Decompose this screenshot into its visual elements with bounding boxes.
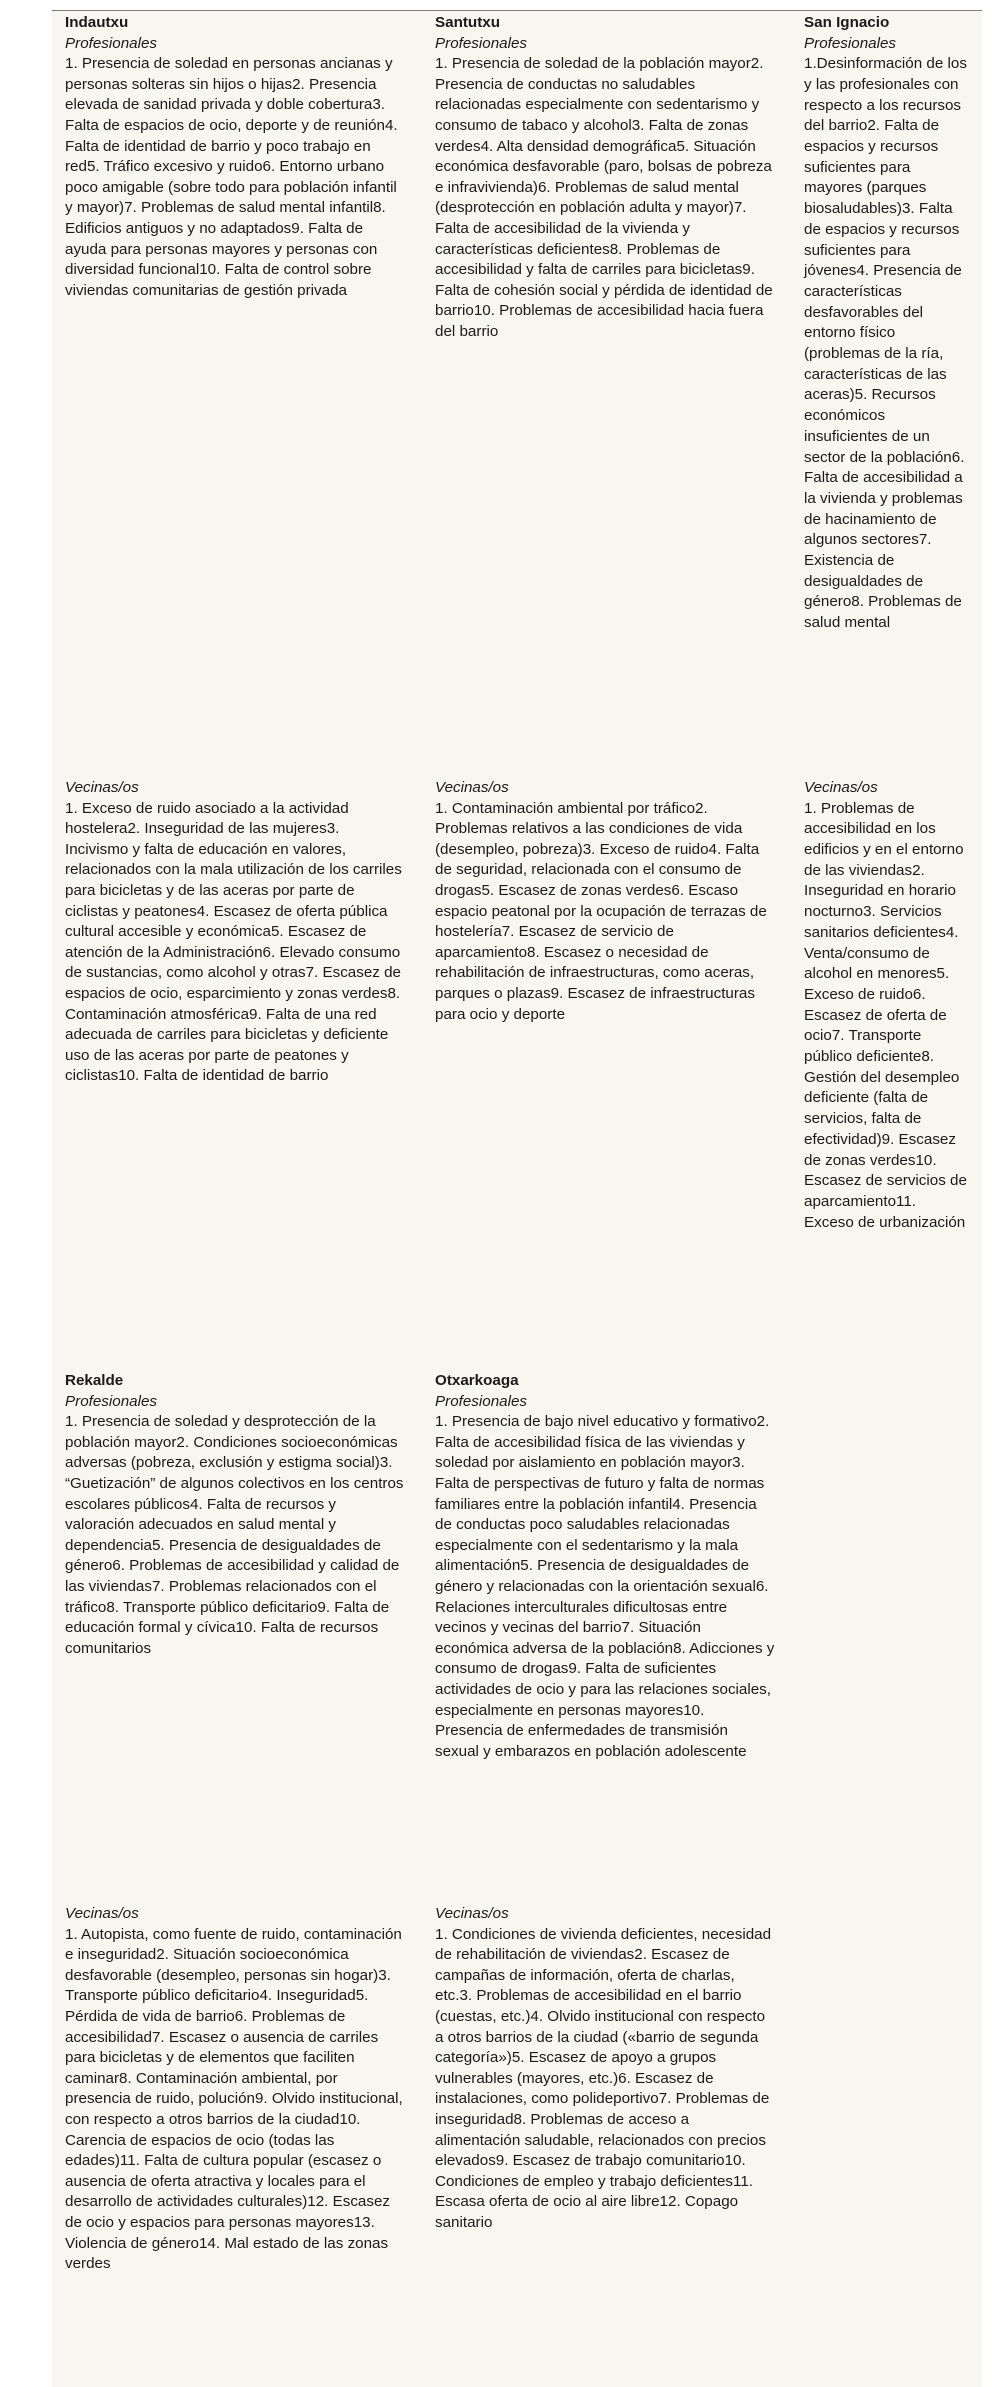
problems-list: 1. Exceso de ruido asociado a la actividad hostelera2. Inseguridad de las mujeres3. Incivismo y falta de educación en valores, relacionados con la mala utilización de los carriles para bicicletas y de las aceras por parte de ciclistas y peatones4. Escasez de oferta pública cultural accesible y económica5. Escasez de atención de la Administración6. Elevado consumo de sustancias, como alcohol y otras7. Escasez de espacios de ocio, esparcimiento y zonas verdes8. Contaminación atmosférica9. Falta de una red adecuada de carriles para bicicletas y deficiente uso de las aceras por parte de peatones y ciclistas10. Falta de identidad de barrio [65,799,402,1085]
rekalde-vecinos-cell [65,1904,405,2275]
problems-list: 1. Problemas de accesibilidad en los edificios y en el entorno de las viviendas2. Inseguridad en horario nocturno3. Servicios sanitarios deficientes4. Venta/consumo de alcohol en menores5. Exceso de ruido6. Escasez de oferta de ocio7. Transporte público deficiente8. Gestión del desempleo deficiente (falta de servicios, falta de efectividad)9. Escasez de zonas verdes10. Escasez de servicios de aparcamiento11. Exceso de urbanización [804,799,967,1231]
role-label: Profesionales [65,1392,158,1410]
neighbourhood-heading: Indautxu [65,14,129,31]
san-ignacio-profesionales-cell [804,13,969,634]
problems-list: 1. Presencia de soledad en personas ancianas y personas solteras sin hijos o hijas2. Presencia elevada de sanidad privada y doble cobertura3. Falta de espacios de ocio, deporte y de reunión4. Falta de identidad de barrio y poco trabajo en red5. Tráfico excesivo y ruido6. Entorno urbano poco amigable (sobre todo para población infantil y mayor)7. Problemas de salud mental infantil8. Edificios antiguos y no adaptados9. Falta de ayuda para personas mayores y personas con diversidad funcional10. Falta de control sobre viviendas comunitarias de gestión privada [65,55,398,299]
rekalde-profesionales-cell [65,1371,405,1659]
role-label: Vecinas/os [65,779,139,796]
problems-list: 1. Presencia de soledad y desprotección de la población mayor2. Condiciones socioeconómicas adversas (pobreza, exclusión y estigma social)3. “Guetización” de algunos colectivos en los centros escolares públicos4. Falta de recursos y valoración adecuados en salud mental y dependencia5. Presencia de desigualdades de género6. Problemas de accesibilidad y calidad de las viviendas7. Problemas relacionados con el tráfico8. Transporte público deficitario9. Falta de educación formal y cívica10. Falta de recursos comunitarios [65,1413,404,1657]
role-label: Vecinas/os [435,1905,509,1922]
neighbourhood-heading: Rekalde [65,1372,124,1389]
problems-list: 1.Desinformación de los y las profesionales con respecto a los recursos del barrio2. Falta de espacios y recursos suficientes para mayores (parques biosaludables)3. Falta de espacios y recursos suficientes para jóvenes4. Presencia de características desfavorables del entorno físico (problemas de la ría, características de las aceras)5. Recursos económicos insuficientes de un sector de la población6. Falta de accesibilidad a la vivienda y problemas de hacinamiento de algunos sectores7. Existencia de desigualdades de género8. Problemas de salud mental [804,55,967,632]
problems-table [52,10,982,2387]
neighbourhood-heading: San Ignacio [804,14,890,31]
neighbourhood-heading: Santutxu [435,14,500,31]
problems-list: 1. Condiciones de vivienda deficientes, necesidad de rehabilitación de viviendas2. Escasez de campañas de información, oferta de charlas, etc.3. Problemas de accesibilidad en el barrio (cuestas, etc.)4. Olvido institucional con respecto a otros barrios de la ciudad («barrio de segunda categoría»)5. Escasez de apoyo a grupos vulnerables (mayores, etc.)6. Escasez de instalaciones, como polideportivo7. Problemas de inseguridad8. Problemas de acceso a alimentación saludable, relacionados con precios elevados9. Escasez de trabajo comunitario10. Condiciones de empleo y trabajo deficientes11. Escasa oferta de ocio al aire libre12. Copago sanitario [435,1925,772,2231]
problems-list: 1. Contaminación ambiental por tráfico2. Problemas relativos a las condiciones de vida (desempleo, pobreza)3. Exceso de ruido4. Falta de seguridad, relacionada con el consumo de drogas5. Escasez de zonas verdes6. Escaso espacio peatonal por la ocupación de terrazas de hostelería7. Escasez de servicio de aparcamiento8. Escasez o necesidad de rehabilitación de infraestructuras, como aceras, parques o plazas9. Escasez de infraestructuras para ocio y deporte [435,799,767,1023]
indautxu-vecinos-cell [65,778,405,1087]
problems-list: 1. Autopista, como fuente de ruido, contaminación e inseguridad2. Situación socioeconómica desfavorable (desempleo, personas sin hogar)3. Transporte público deficitario4. Inseguridad5. Pérdida de vida de barrio6. Problemas de accesibilidad7. Escasez o ausencia de carriles para bicicletas y de elementos que faciliten caminar8. Contaminación ambiental, por presencia de ruido, polución9. Olvido institucional, con respecto a otros barrios de la ciudad10. Carencia de espacios de ocio (todas las edades)11. Falta de cultura popular (escasez o ausencia de oferta atractiva y locales para el desarrollo de actividades culturales)12. Escasez de ocio y espacios para personas mayores13. Violencia de género14. Mal estado de las zonas verdes [65,1925,403,2273]
role-label: Profesionales [804,34,897,52]
role-label: Vecinas/os [435,779,509,796]
otxarkoaga-profesionales-cell [435,1371,775,1762]
role-label: Vecinas/os [65,1905,139,1922]
san-ignacio-vecinos-cell [804,778,969,1233]
neighbourhood-heading: Otxarkoaga [435,1372,519,1389]
problems-list: 1. Presencia de soledad de la población mayor2. Presencia de conductas no saludables relacionadas especialmente con sedentarismo y consumo de tabaco y alcohol3. Falta de zonas verdes4. Alta densidad demográfica5. Situación económica desfavorable (paro, bolsas de pobreza e infravivienda)6. Problemas de salud mental (desprotección en población adulta y mayor)7. Falta de accesibilidad de la vivienda y características deficientes8. Problemas de accesibilidad y falta de carriles para bicicletas9. Falta de cohesión social y pérdida de identidad de barrio10. Problemas de accesibilidad hacia fuera del barrio [435,55,773,340]
role-label: Profesionales [435,34,528,52]
role-label: Profesionales [65,34,158,52]
otxarkoaga-vecinos-cell [435,1904,775,2234]
problems-list: 1. Presencia de bajo nivel educativo y formativo2. Falta de accesibilidad física de las viviendas y soledad por aislamiento en población mayor3. Falta de perspectivas de futuro y falta de normas familiares entre la población infantil4. Presencia de conductas poco saludables relacionadas especialmente con el sedentarismo y la mala alimentación5. Presencia de desigualdades de género y relacionadas con la orientación sexual6. Relaciones interculturales dificultosas entre vecinos y vecinas del barrio7. Situación económica adversa de la población8. Adicciones y consumo de drogas9. Falta de suficientes actividades de ocio y para las relaciones sociales, especialmente en personas mayores10. Presencia de enfermedades de transmisión sexual y embarazos en población adolescente [435,1413,775,1760]
indautxu-profesionales-cell [65,13,405,301]
role-label: Vecinas/os [804,779,878,796]
role-label: Profesionales [435,1392,528,1410]
santutxu-vecinos-cell [435,778,775,1025]
santutxu-profesionales-cell [435,13,775,343]
